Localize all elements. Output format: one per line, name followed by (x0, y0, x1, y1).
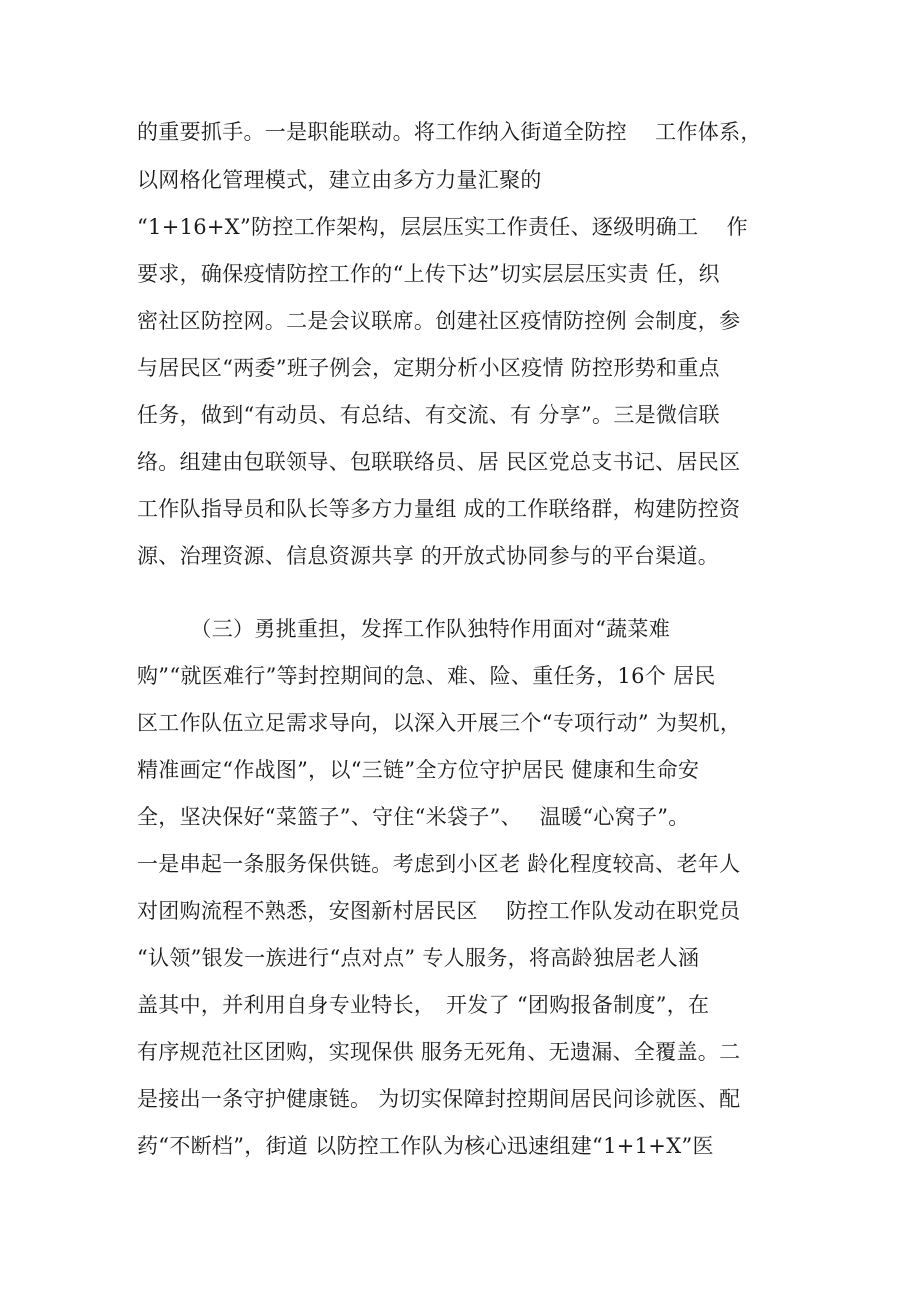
text-line: 工作队指导员和队长等多方力量组 成的工作联络群，构建防控资 (137, 497, 741, 521)
text-line: “认领”银发一族进行“点对点” 专人服务，将高龄独居老人涵 (137, 946, 700, 970)
text-line: 一是串起一条服务保供链。考虑到小区老 龄化程度较高、老年人 (137, 852, 741, 876)
text-line: 对团购流程不熟悉，安图新村居民区 防控工作队发动在职党员 (137, 899, 741, 923)
text-line: 络。组建由包联领导、包联联络员、居 民区党总支书记、居民区 (137, 450, 741, 474)
text-line: 以网格化管理模式，建立由多方力量汇聚的 (137, 168, 542, 192)
text-line: 有序规范社区团购，实现保供 服务无死角、无遗漏、全覆盖。二 (137, 1040, 741, 1064)
text-line: 与居民区“两委”班子例会，定期分析小区疫情 防控形势和重点 (137, 356, 720, 380)
text-line: 盖其中，并利用自身专业特长， 开发了 “团购报备制度”，在 (137, 993, 710, 1017)
text-line: 药“不断档”，街道 以防控工作队为核心迅速组建“1+1+X”医 (137, 1134, 714, 1158)
text-line: 任务，做到“有动员、有总结、有交流、有 分享”。三是微信联 (137, 403, 720, 427)
text-line: 全，坚决保好“菜篮子”、守住“米袋子”、 温暖“心窝子”。 (137, 805, 690, 829)
text-line: 的重要抓手。一是职能联动。将工作纳入街道全防控 工作体系， (137, 120, 762, 144)
text-line: 源、治理资源、信息资源共享 的开放式协同参与的平台渠道。 (137, 544, 720, 568)
text-line: 要求，确保疫情防控工作的“上传下达”切实层层压实责 任，织 (137, 262, 720, 286)
text-line: 密社区防控网。二是会议联席。创建社区疫情防控例 会制度，参 (137, 309, 741, 333)
text-line: 购”“就医难行”等封控期间的急、难、险、重任务，16个 居民 (137, 664, 716, 688)
section-heading-line: （三）勇挑重担，发挥工作队独特作用面对“蔬菜难 (137, 617, 671, 641)
text-line: 精准画定“作战图”，以“三链”全方位守护居民 健康和生命安 (137, 758, 700, 782)
text-line: 区工作队伍立足需求导向，以深入开展三个“专项行动” 为契机， (137, 711, 742, 735)
text-line: “1+16+X”防控工作架构，层层压实工作责任、逐级明确工 作 (137, 215, 748, 239)
text-line: 是接出一条守护健康链。 为切实保障封控期间居民问诊就医、配 (137, 1087, 741, 1111)
